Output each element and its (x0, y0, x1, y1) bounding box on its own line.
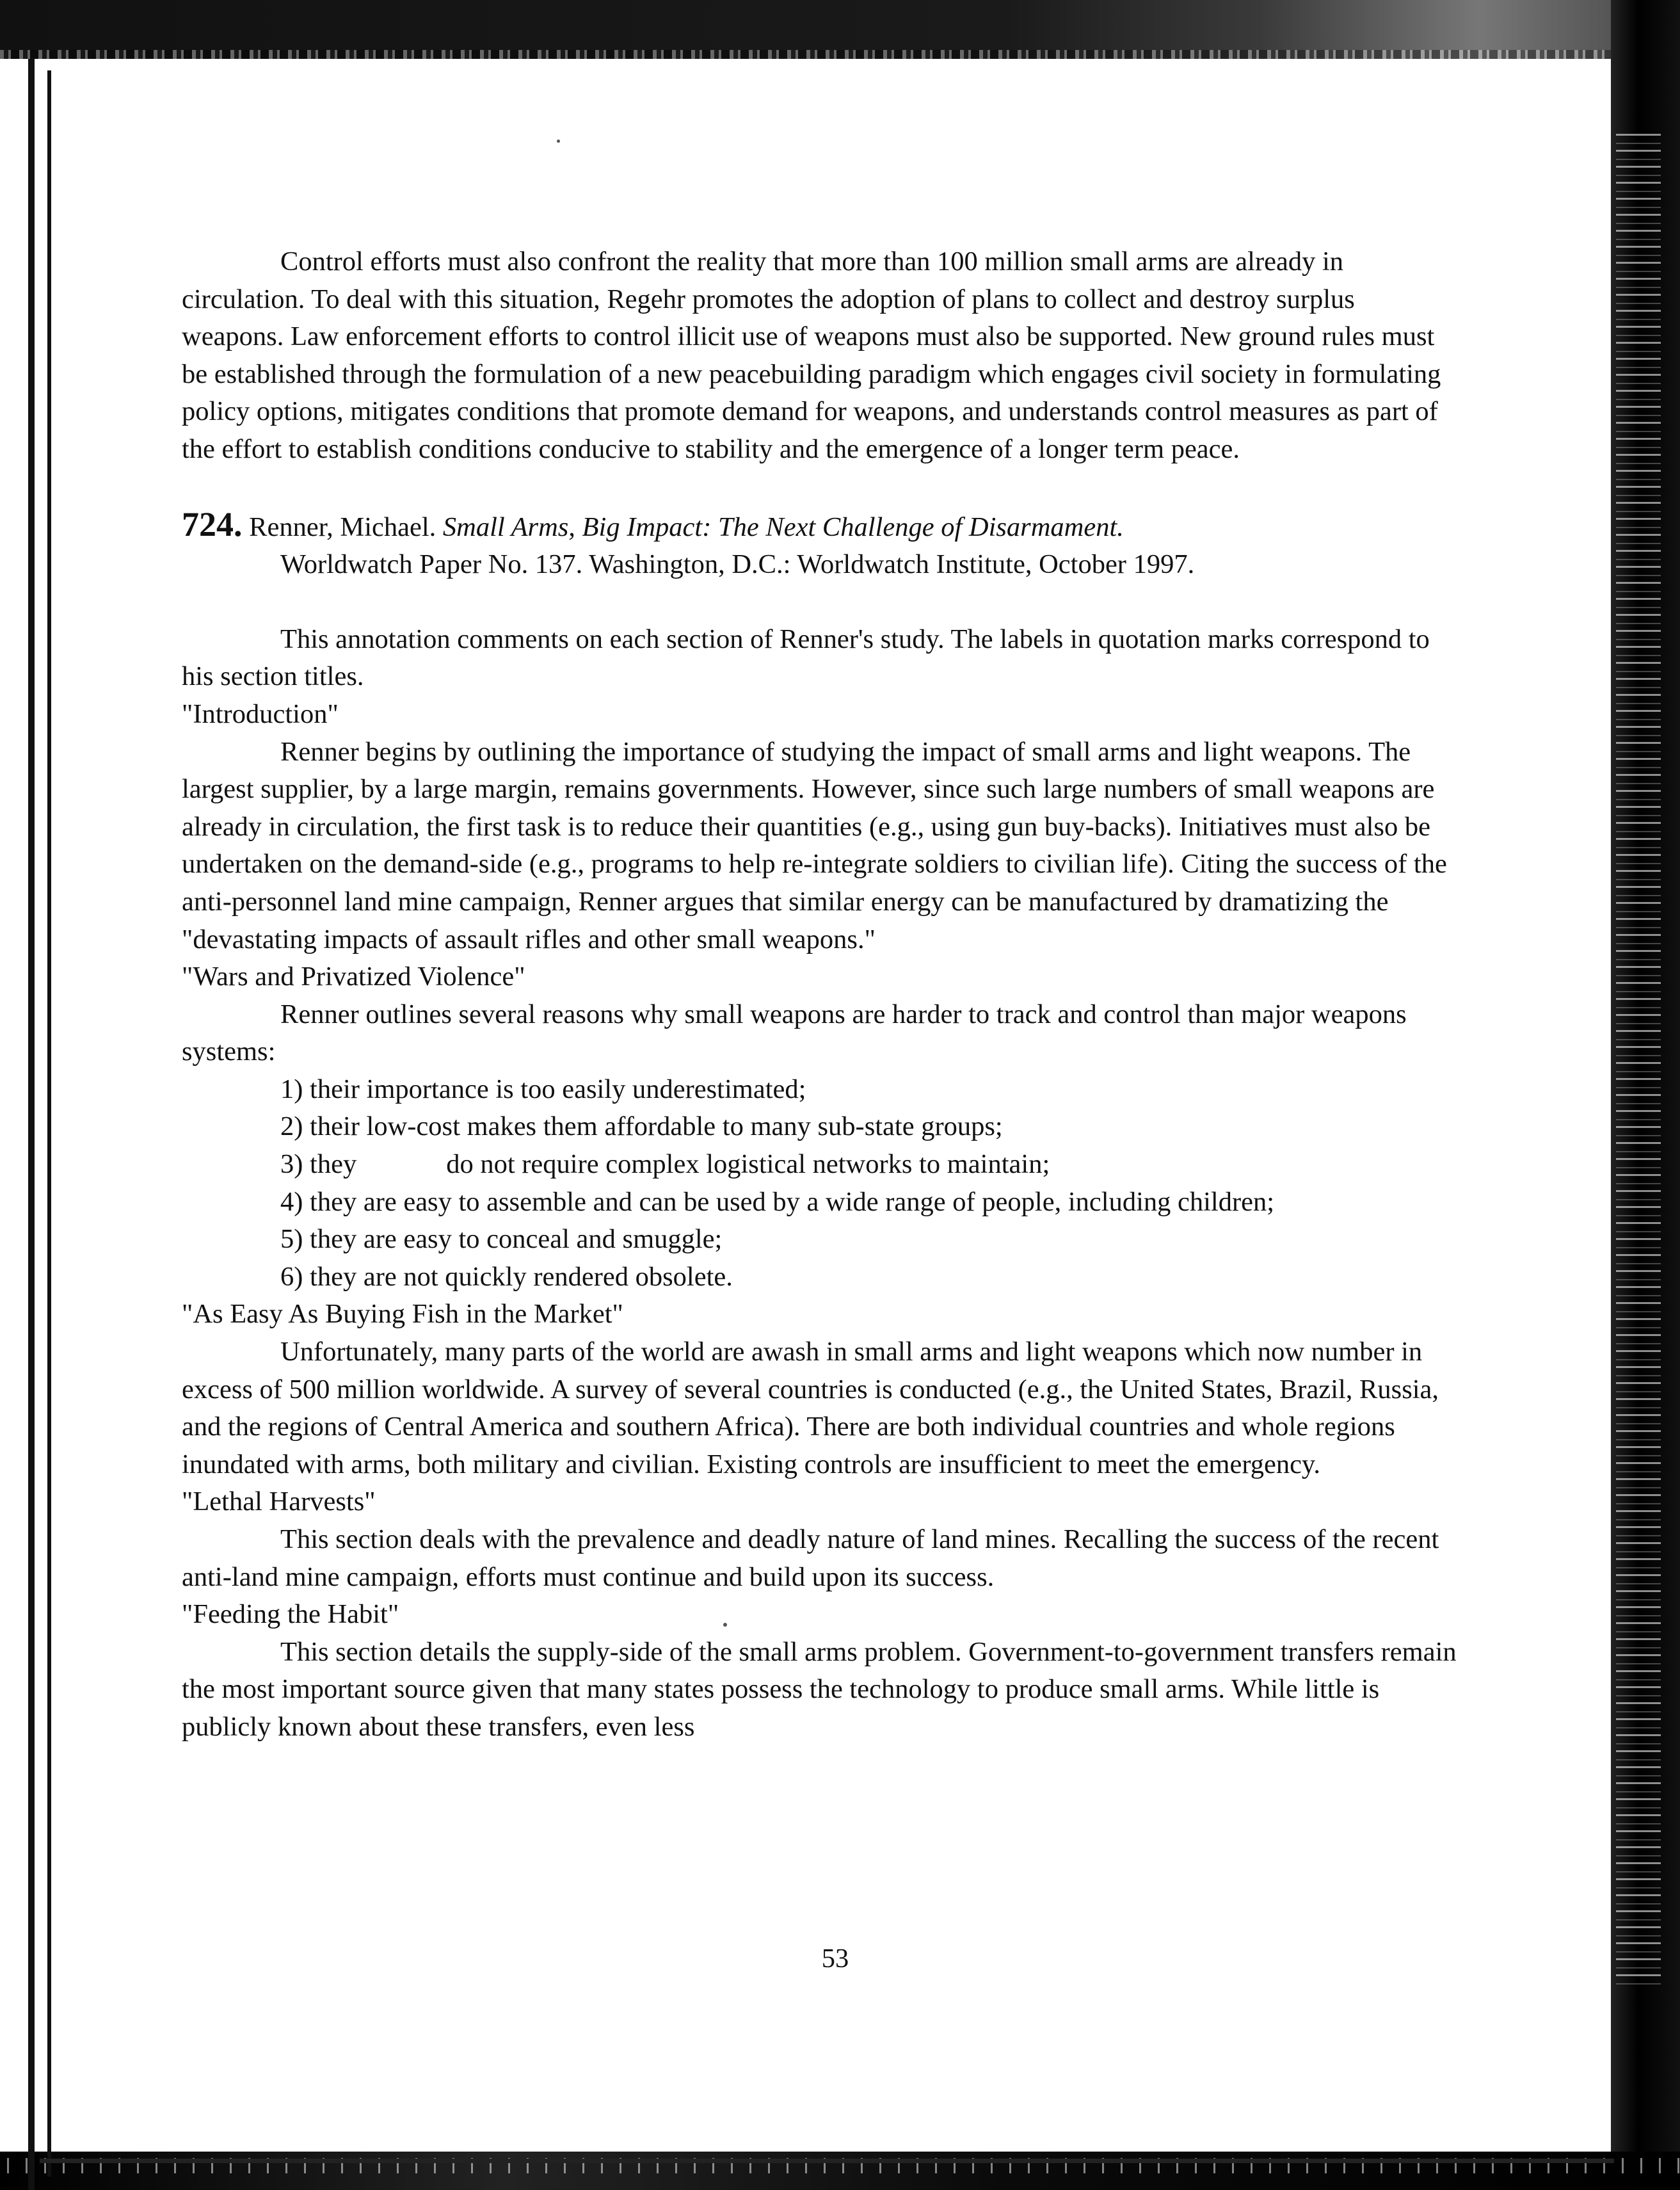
entry-title: Small Arms, Big Impact: The Next Challenge of Disarmament. (442, 511, 1124, 542)
section-title-harvests: "Lethal Harvests" (182, 1486, 376, 1517)
paragraph-regehr-summary: Control efforts must also confront the reality that more than 100 million small arms are already in circulation. To deal with this situation, Regehr promotes the adoption of plans to collect and destroy surplus weapons. Law enforcement efforts to control illicit use of weapons must also be supported. New ground rules must be established through the formulation of a new peacebuilding paradigm which engages civil society in formulating policy options, mitigates conditions that promote demand for weapons, and understands control measures as part of the effort to establish conditions conducive to stability and the emergence of a longer term peace. (182, 246, 1441, 464)
margin-rule-left-outer (28, 59, 35, 2190)
scan-border-bottom (0, 2152, 1680, 2190)
annotation-intro: This annotation comments on each section of Renner's study. The labels in quotation marks correspond to his section titles. (182, 624, 1430, 692)
section-title-fish: "As Easy As Buying Fish in the Market" (182, 1299, 623, 1330)
document-body (182, 243, 1462, 1746)
margin-rule-left-inner (47, 70, 51, 2177)
section-text-wars: Renner outlines several reasons why small weapons are harder to track and control than major weapons systems: (182, 999, 1407, 1067)
page-number: 53 (821, 1944, 849, 1974)
margin-rule-bottom (40, 2159, 1614, 2163)
list-item: 1) their importance is too easily underestimated; (280, 1074, 806, 1104)
list-item-part: 3) they (280, 1149, 357, 1180)
entry-citation-line (182, 506, 1462, 547)
list-item: 2) their low-cost makes them affordable to many sub-state groups; (280, 1111, 1003, 1142)
entry-number: 724. (182, 504, 243, 543)
list-item: 5) they are easy to conceal and smuggle; (280, 1224, 723, 1255)
section-text-habit: This section details the supply-side of the small arms problem. Government-to-government transfers remain the most important source given that many states possess the technology to produce small arms. While little is publicly known about these transfers, even less (182, 1636, 1457, 1742)
section-title-habit: "Feeding the Habit" (182, 1599, 399, 1630)
bibliography-entry (182, 506, 1462, 584)
list-item: 4) they are easy to assemble and can be used by a wide range of people, including children; (280, 1186, 1275, 1217)
list-item: 6) they are not quickly rendered obsolete. (280, 1261, 733, 1292)
section-title-wars: "Wars and Privatized Violence" (182, 962, 525, 992)
section-title-introduction: "Introduction" (182, 698, 339, 729)
entry-publication: Worldwatch Paper No. 137. Washington, D.C.: Worldwatch Institute, October 1997. (280, 549, 1195, 580)
list-item-part: do not require complex logistical networks to maintain; (446, 1149, 1050, 1180)
entry-author: Renner, Michael. (249, 511, 436, 542)
scan-speck (557, 140, 560, 143)
scan-border-right (1611, 0, 1680, 2190)
section-text-introduction: Renner begins by outlining the importance of studying the impact of small arms and light weapons. The largest supplier, by a large margin, remains governments. However, since such large numbers of small weapons are already in circulation, the first task is to reduce their quantities (e.g., using gun buy-backs). Initiatives must also be undertaken on the demand-side (e.g., programs to help re-integrate soldiers to civilian life). Citing the success of the anti-personnel land mine campaign, Renner argues that similar energy can be manufactured by dramatizing the "devastating impacts of assault rifles and other small weapons." (182, 736, 1447, 954)
section-text-fish: Unfortunately, many parts of the world are awash in small arms and light weapons which now number in excess of 500 million worldwide. A survey of several countries is conducted (e.g., the United States, Brazil, Russia, and the regions of Central America and southern Africa). There are both individual countries and whole regions inundated with arms, both military and civilian. Existing controls are insufficient to meet the emergency. (182, 1337, 1439, 1479)
section-text-harvests: This section deals with the prevalence and deadly nature of land mines. Recalling the success of the recent anti-land mine campaign, efforts must continue and build upon its success. (182, 1524, 1439, 1592)
scan-border-top (0, 0, 1680, 59)
list-item (182, 1146, 1462, 1184)
